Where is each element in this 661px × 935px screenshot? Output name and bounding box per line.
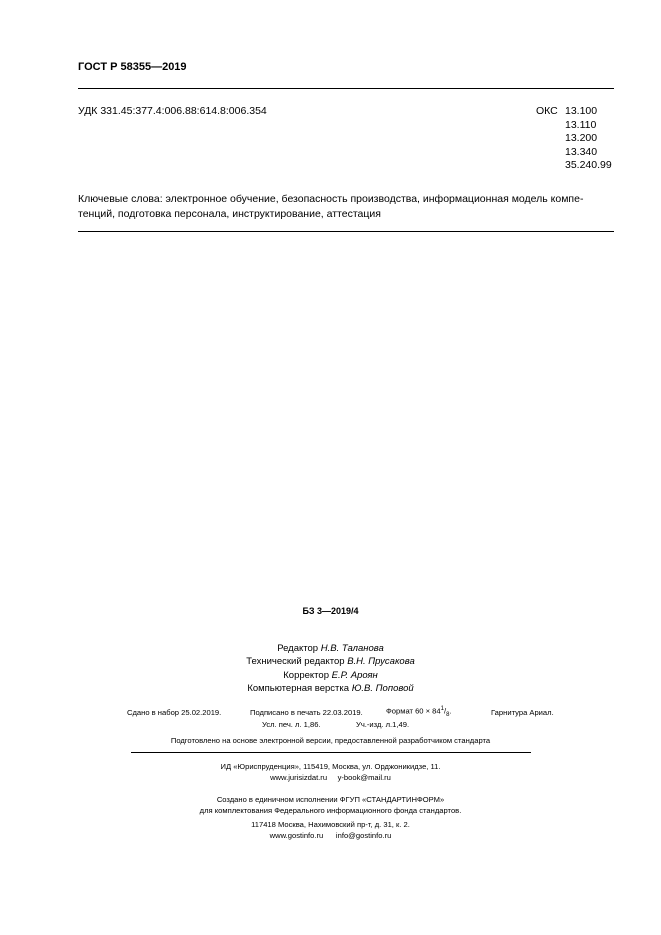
standartinform-site: www.gostinfo.ru [269, 831, 324, 840]
publisher-email: y-book@mail.ru [337, 773, 391, 782]
oks-code: 13.100 [565, 105, 598, 117]
print-format-denominator: 8 [446, 712, 450, 719]
staff-line-tech-editor [0, 655, 661, 668]
standartinform-email: info@gostinfo.ru [335, 831, 392, 840]
oks-label: ОКС [536, 105, 558, 117]
staff-line-layout [0, 682, 661, 695]
staff-line-editor [0, 642, 661, 655]
standartinform-address: 117418 Москва, Нахимовский пр-т, д. 31, к. 2. [251, 820, 410, 829]
keywords-divider [78, 231, 614, 232]
oks-code: 13.200 [565, 132, 598, 144]
oks-code: 13.110 [565, 118, 597, 131]
staff-role: Компьютерная верстка [247, 683, 350, 695]
publisher-line: ИД «Юриспруденция», 115419, Москва, ул. Орджоникидзе, 11. [220, 762, 441, 771]
publisher-site: www.jurisizdat.ru [270, 773, 328, 782]
keywords-line: Ключевые слова: электронное обучение, безопасность производства, информационная модель компе- [78, 193, 584, 205]
staff-person: Н.В. Таланова [320, 643, 384, 654]
print-format-numerator: 1 [440, 706, 444, 712]
publisher-contacts [0, 773, 661, 782]
document-header-title: ГОСТ Р 58355—2019 [78, 61, 187, 73]
standartinform-contacts [0, 831, 661, 840]
bz-number: БЗ 3—2019/4 [302, 606, 359, 616]
footer-divider [131, 752, 531, 753]
header-divider [78, 88, 614, 89]
standartinform-line: Создано в единичном исполнении ФГУП «СТАНДАРТИНФОРМ» [216, 795, 445, 804]
staff-person: Е.Р. Ароян [331, 669, 378, 681]
oks-code: 13.340 [565, 145, 598, 158]
print-format-prefix: Формат 60 × 84 [386, 706, 441, 716]
print-format: Формат $60 \times 84^1/_8$. [386, 706, 452, 719]
staff-credits [0, 642, 661, 696]
print-signed: Подписано в печать 22.03.2019. [250, 708, 363, 717]
staff-role: Редактор [277, 643, 319, 654]
prepared-note: Подготовлено на основе электронной версии, предоставленной разработчиком стандарта [170, 736, 491, 745]
print-submitted: Сдано в набор 25.02.2019. [127, 708, 222, 717]
staff-line-proofreader [0, 669, 661, 682]
staff-person: В.Н. Прусакова [347, 656, 415, 668]
standartinform-line: для комплектования Федерального информационного фонда стандартов. [199, 806, 462, 815]
staff-person: Ю.В. Поповой [351, 683, 414, 695]
print-sheets: Усл. печ. л. 1,86. [262, 720, 321, 729]
keywords-line: тенций, подготовка персонала, инструктирование, аттестация [78, 208, 381, 220]
keywords-paragraph [78, 192, 618, 222]
print-font: Гарнитура Ариал. [491, 708, 554, 717]
print-edition: Уч.-изд. л.1,49. [356, 720, 410, 729]
staff-role: Корректор [283, 669, 329, 681]
oks-code: 35.240.99 [565, 159, 612, 171]
oks-code-list [565, 105, 612, 173]
udc-code: УДК 331.45:377.4:006.88:614.8:006.354 [78, 105, 267, 117]
staff-role: Технический редактор [246, 656, 345, 668]
